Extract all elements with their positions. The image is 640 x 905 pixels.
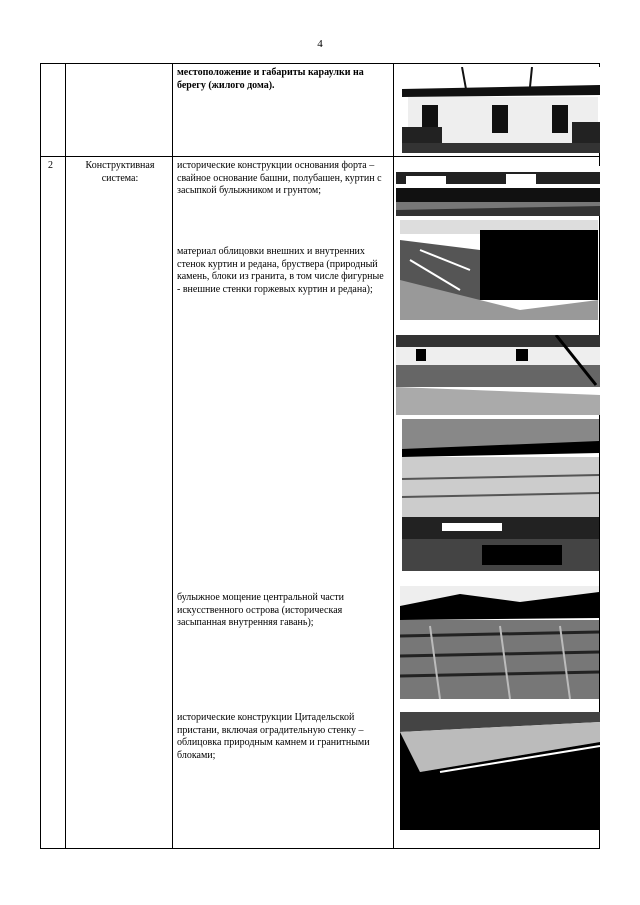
wall-cladding-description: материал облицовки внешних и внутренних стенок куртин и редана, бруствера (природный камень, блоки из гранита, в том числе фигурные - внешние стенки горжевых куртин и редана); (177, 246, 384, 295)
fort-base-description: исторические конструкции основания форта – свайное основание башни, полубашен, куртин с засыпкой булыжником и грунтом; (177, 160, 382, 197)
row-divider (41, 156, 599, 157)
cobblestone-description: булыжное мощение центральной части искусственного острова (историческая засыпанная внутренняя гавань); (177, 592, 344, 629)
guardhouse-description: местоположение и габариты караулки на берегу (жилого дома). (177, 67, 364, 91)
section-name: Конструктивная система: (85, 160, 155, 184)
fort-base-photo (396, 166, 600, 216)
wall-photo-1 (400, 220, 598, 320)
page-number: 4 (317, 38, 323, 50)
column-divider (172, 64, 173, 848)
guardhouse-photo (402, 67, 600, 153)
wall-photo-2 (396, 335, 600, 415)
row-number: 2 (48, 160, 53, 171)
column-divider (393, 64, 394, 848)
cobblestone-photo (400, 586, 599, 699)
content-table (40, 63, 600, 849)
pier-description: исторические конструкции Цитадельской пристани, включая оградительную стенку – облицовка природным камнем и гранитными блоками; (177, 712, 370, 761)
wall-photo-3 (402, 419, 599, 571)
column-divider (65, 64, 66, 848)
pier-photo (400, 712, 600, 830)
